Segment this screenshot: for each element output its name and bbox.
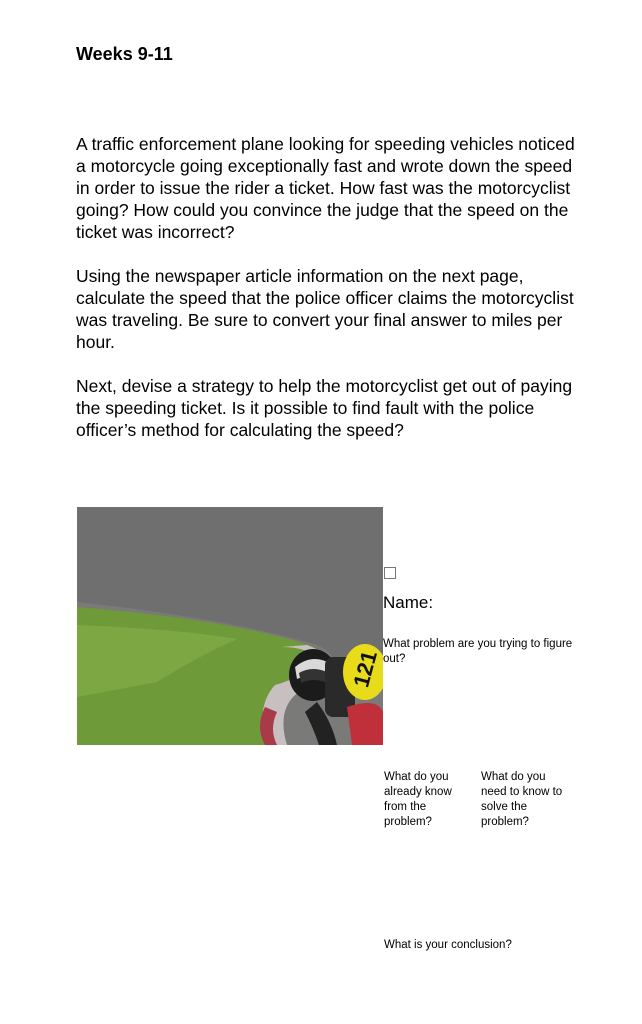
question-conclusion: What is your conclusion?	[384, 939, 512, 951]
motorcycle-photo	[77, 507, 383, 745]
question-problem: What problem are you trying to figure out?	[383, 638, 573, 665]
question-known: What do you already know from the problem?	[384, 771, 452, 828]
checkbox[interactable]	[384, 567, 396, 579]
name-label: Name:	[383, 593, 434, 612]
strategy-paragraph: Next, devise a strategy to help the motorcyclist get out of paying the speeding ticket. Is it possible to find fault with the police officer’s method for calculating the speed?	[76, 376, 573, 440]
question-need: What do you need to know to solve the problem?	[481, 771, 563, 828]
intro-paragraph: A traffic enforcement plane looking for speeding vehicles noticed a motorcycle going exceptionally fast and wrote down the speed in order to issue the rider a ticket. How fast was the motorcyclist going? How could you convince the judge that the speed on the ticket was incorrect?	[76, 134, 575, 242]
page-heading: Weeks 9-11	[76, 44, 173, 64]
bib-number: 121	[348, 648, 382, 690]
instructions-paragraph: Using the newspaper article information on the next page, calculate the speed that the police officer claims the motorcyclist was traveling. Be sure to convert your final answer to miles per hour.	[76, 266, 574, 352]
